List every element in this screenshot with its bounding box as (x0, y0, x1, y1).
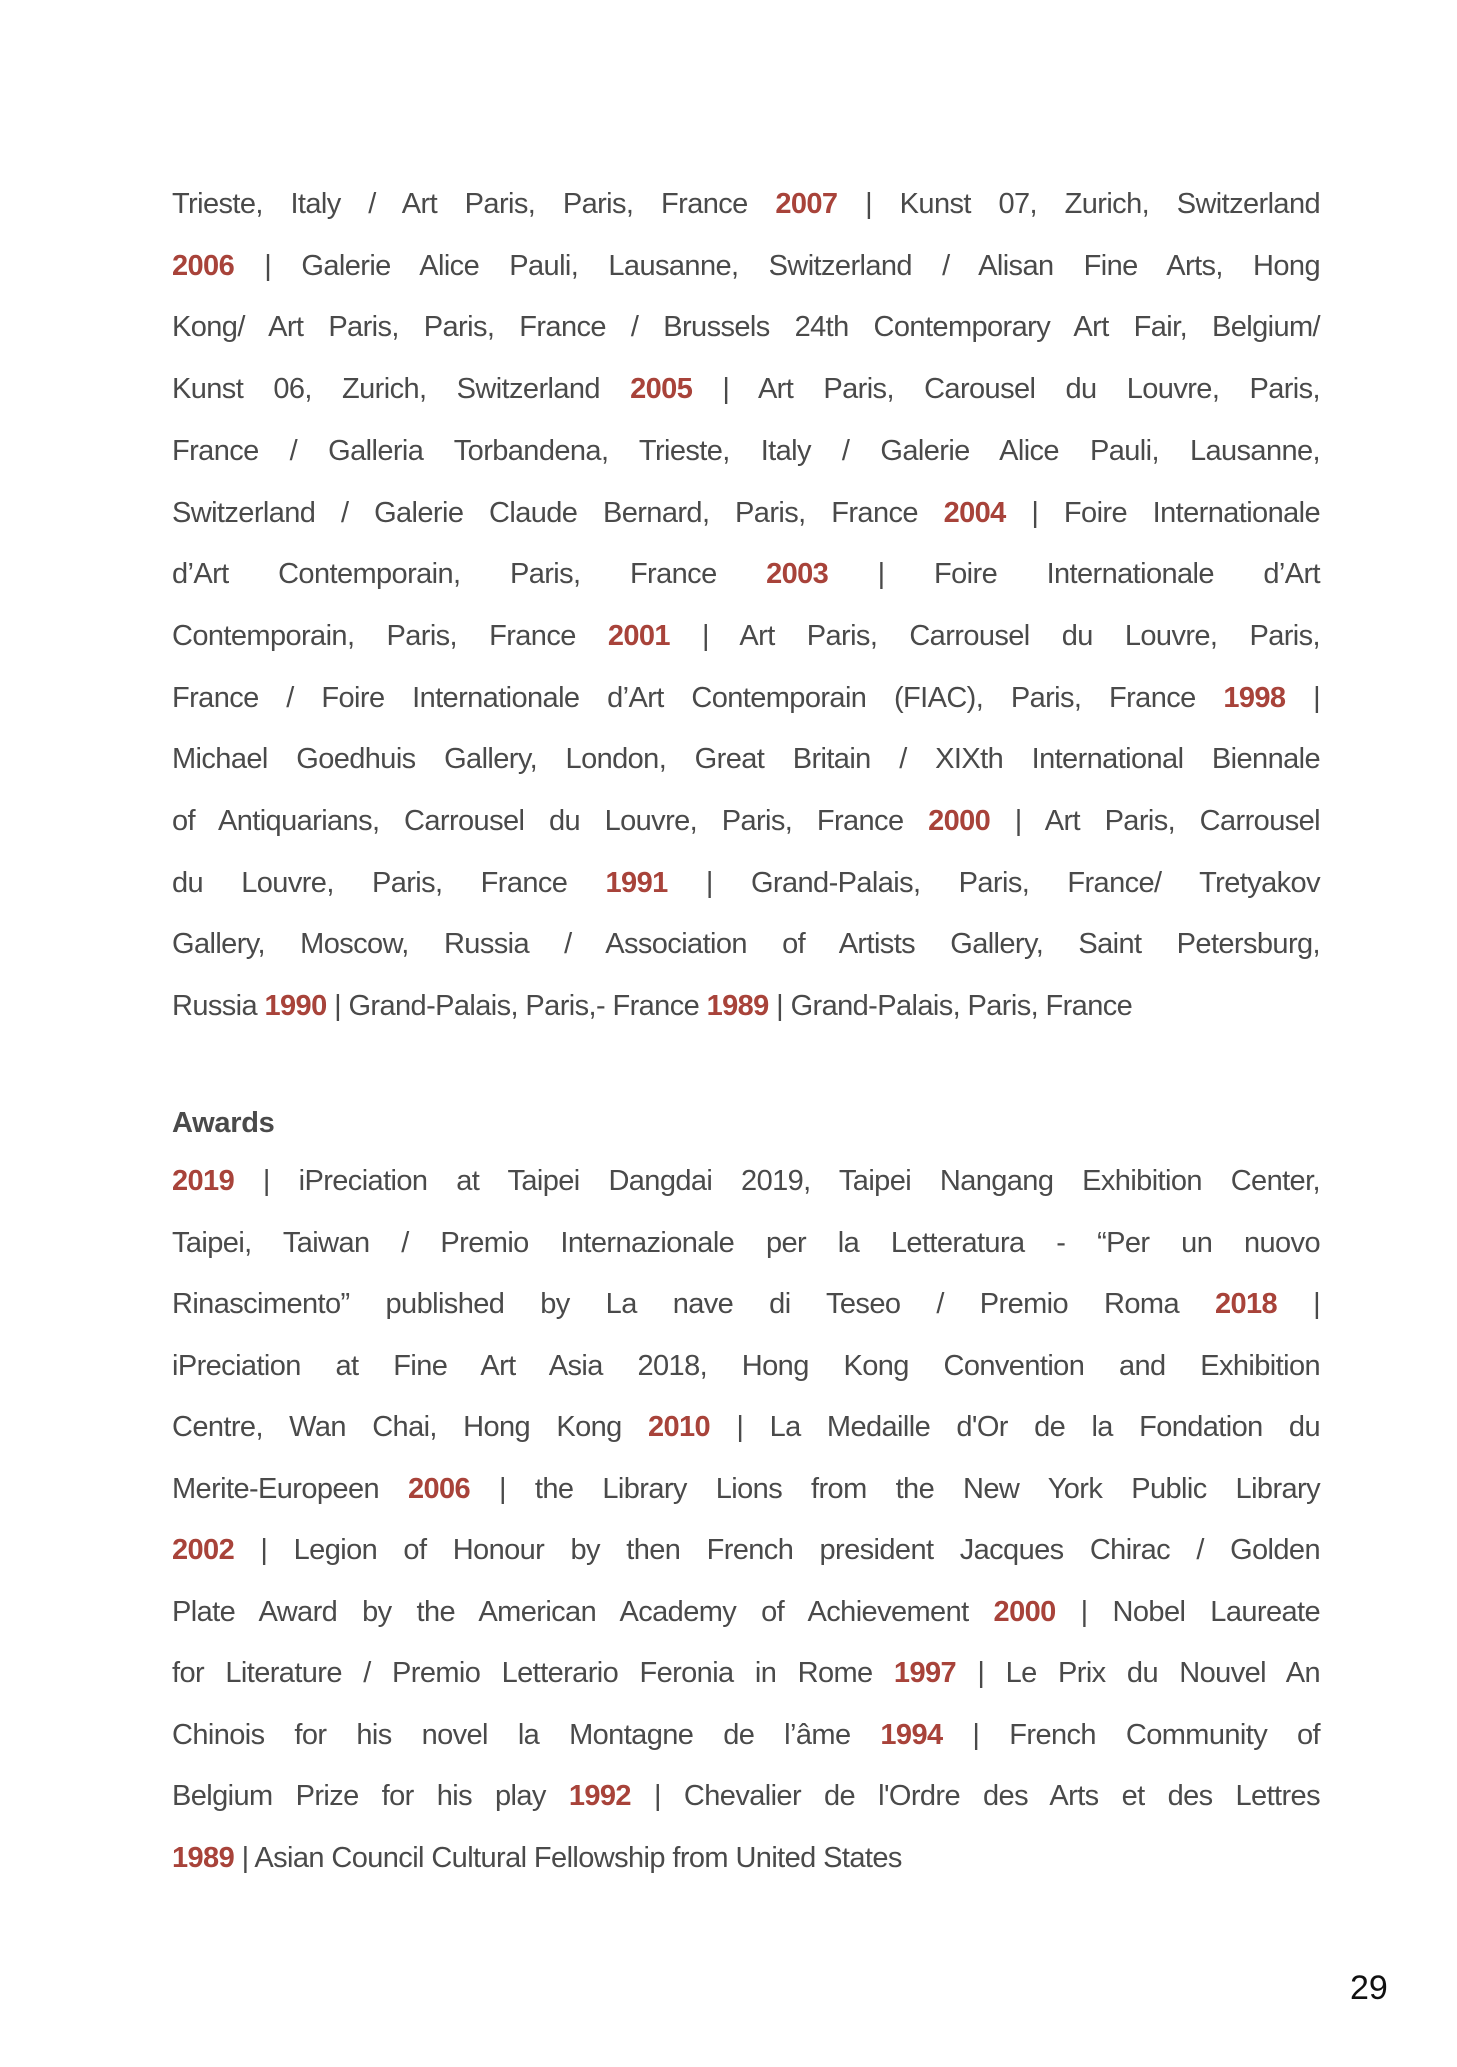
entry-text: | Asian Council Cultural Fellowship from United States (234, 1841, 902, 1874)
entry-text: | Art Paris, Carrousel (990, 805, 1320, 837)
year-label: 2007 (775, 188, 838, 220)
entry-text: | Grand-Palais, Paris, France/ Tretyakov (667, 866, 1320, 899)
exhibitions-text-line (172, 495, 1320, 531)
awards-text-line (172, 1717, 1320, 1753)
entry-text: Taipei, Taiwan / Premio Internazionale per la Letteratura - “Per un nuovo (172, 1226, 1320, 1259)
awards-text-line (172, 1532, 1320, 1568)
entry-text: | Grand-Palais, Paris, France (768, 990, 1133, 1023)
exhibitions-text-line (172, 433, 1320, 469)
year-label: 1991 (605, 866, 668, 899)
entry-text: | French Community of (942, 1718, 1320, 1751)
entry-text: | Art Paris, Carrousel du Louvre, Paris, (669, 619, 1320, 652)
exhibitions-text-line (172, 371, 1320, 407)
awards-text-line (172, 1655, 1320, 1691)
entry-text: Trieste, Italy / Art Paris, Paris, France (172, 188, 776, 220)
year-label: 1990 (264, 990, 327, 1023)
entry-text: du Louvre, Paris, France (172, 866, 606, 899)
year-label: 2004 (943, 496, 1006, 529)
entry-text: | Art Paris, Carousel du Louvre, Paris, (692, 373, 1320, 406)
year-label: 2000 (993, 1595, 1056, 1628)
exhibitions-text-line (172, 865, 1320, 901)
awards-text-line (172, 1840, 1320, 1876)
entry-text: | Foire Internationale (1005, 496, 1321, 529)
exhibitions-text-line (172, 988, 1320, 1024)
awards-heading: Awards (172, 1107, 275, 1139)
awards-text-line (172, 1225, 1320, 1261)
year-label: 2002 (172, 1534, 235, 1566)
entry-text: | Legion of Honour by then French president Jacques Chirac / Golden (234, 1534, 1320, 1566)
entry-text: Russia (172, 990, 265, 1023)
entry-text: Belgium Prize for his play (172, 1780, 569, 1812)
entry-text: for Literature / Premio Letterario Feronia in Rome (172, 1657, 894, 1689)
exhibitions-text-line (172, 803, 1320, 839)
entry-text: | Grand-Palais, Paris,- France (326, 990, 707, 1023)
awards-text-line (172, 1778, 1320, 1814)
entry-text: | Le Prix du Nouvel An (956, 1657, 1320, 1689)
awards-text-line (172, 1471, 1320, 1507)
year-label: 1998 (1223, 681, 1286, 714)
page-number: 29 (1350, 1969, 1388, 2007)
exhibitions-text-line (172, 556, 1320, 592)
entry-text: | iPreciation at Taipei Dangdai 2019, Taipei Nangang Exhibition Center, (234, 1165, 1320, 1197)
year-label: 2018 (1214, 1288, 1278, 1320)
entry-text: | Foire Internationale d’Art (828, 558, 1320, 591)
year-label: 2003 (766, 558, 829, 591)
entry-text: Chinois for his novel la Montagne de l’âme (172, 1718, 881, 1751)
year-label: 1989 (706, 990, 769, 1023)
awards-text-line (172, 1409, 1320, 1445)
year-label: 2005 (630, 373, 693, 406)
entry-text: Plate Award by the American Academy of Achievement (172, 1595, 994, 1628)
awards-text-line (172, 1348, 1320, 1384)
entry-text: Centre, Wan Chai, Hong Kong (172, 1411, 648, 1443)
entry-text: | Galerie Alice Pauli, Lausanne, Switzerland / Alisan Fine Arts, Hong (234, 249, 1320, 282)
awards-text-line (172, 1594, 1320, 1630)
entry-text: of Antiquarians, Carrousel du Louvre, Paris, France (172, 805, 929, 837)
year-label: 2006 (172, 249, 235, 282)
entry-text: | Nobel Laureate (1055, 1595, 1320, 1628)
year-label: 2001 (607, 619, 670, 652)
entry-text: | Kunst 07, Zurich, Switzerland (837, 188, 1320, 220)
year-label: 2010 (647, 1411, 711, 1443)
entry-text: Michael Goedhuis Gallery, London, Great Britain / XIXth International Biennale (172, 743, 1320, 776)
year-label: 1989 (172, 1841, 235, 1874)
entry-text: France / Galleria Torbandena, Trieste, Italy / Galerie Alice Pauli, Lausanne, (172, 434, 1320, 467)
exhibitions-text-line (172, 926, 1320, 962)
entry-text: | Chevalier de l'Ordre des Arts et des Lettres (630, 1780, 1320, 1812)
year-label: 1992 (568, 1780, 631, 1812)
entry-text: d’Art Contemporain, Paris, France (172, 558, 767, 591)
awards-text-line (172, 1286, 1320, 1322)
exhibitions-text-line (172, 618, 1320, 654)
year-label: 1994 (880, 1718, 943, 1751)
year-label: 2019 (172, 1165, 235, 1197)
entry-text: | the Library Lions from the New York Public Library (470, 1472, 1320, 1505)
exhibitions-text-line (172, 309, 1320, 345)
exhibitions-text-line (172, 741, 1320, 777)
year-label: 2000 (928, 805, 991, 837)
entry-text: Merite-Europeen (172, 1472, 408, 1505)
entry-text: | La Medaille d'Or de la Fondation du (710, 1411, 1320, 1443)
entry-text: Contemporain, Paris, France (172, 619, 608, 652)
entry-text: France / Foire Internationale d’Art Contemporain (FIAC), Paris, France (172, 681, 1224, 714)
exhibitions-text-line (172, 186, 1320, 222)
year-label: 1997 (893, 1657, 957, 1689)
exhibitions-text-line (172, 248, 1320, 284)
entry-text: | (1285, 681, 1321, 714)
entry-text: Switzerland / Galerie Claude Bernard, Paris, France (172, 496, 944, 529)
entry-text: Rinascimento” published by La nave di Teseo / Premio Roma (172, 1288, 1215, 1320)
exhibitions-text-line (172, 680, 1320, 716)
entry-text: Kunst 06, Zurich, Switzerland (172, 373, 631, 406)
year-label: 2006 (407, 1472, 471, 1505)
entry-text: | (1277, 1288, 1321, 1320)
entry-text: iPreciation at Fine Art Asia 2018, Hong Kong Convention and Exhibition (172, 1349, 1320, 1382)
entry-text: Gallery, Moscow, Russia / Association of Artists Gallery, Saint Petersburg, (172, 928, 1320, 961)
awards-text-line (172, 1163, 1320, 1199)
entry-text: Kong/ Art Paris, Paris, France / Brussels 24th Contemporary Art Fair, Belgium/ (172, 311, 1320, 344)
